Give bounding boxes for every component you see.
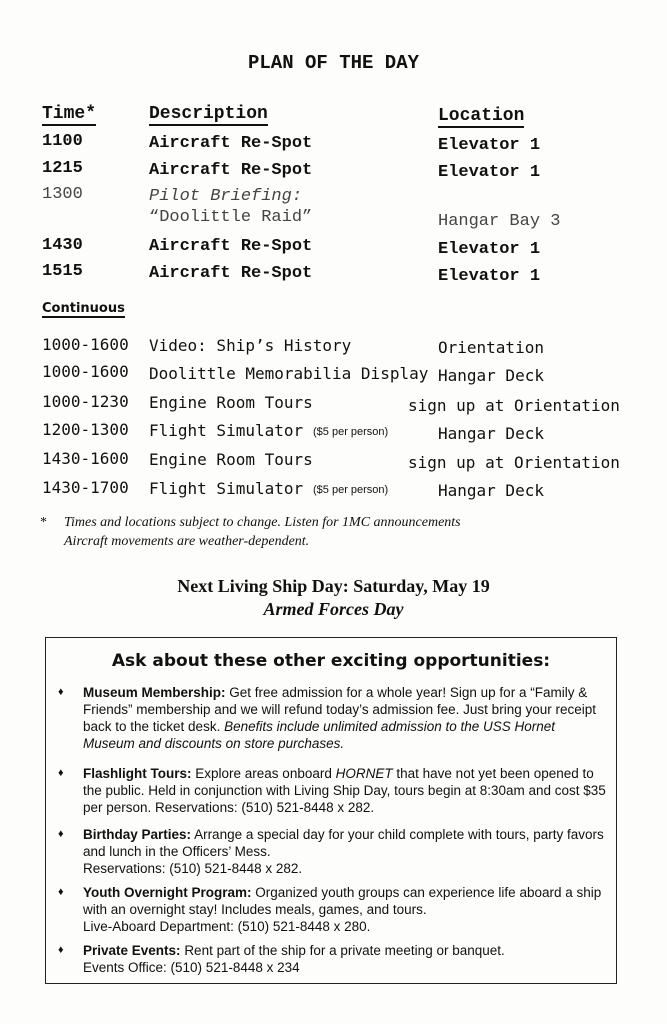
- footnote-line: Aircraft movements are weather-dependent.: [64, 534, 310, 549]
- opportunity-label: Private Events:: [83, 943, 181, 958]
- description-column-header: Description: [149, 104, 268, 124]
- schedule-location: Elevator 1: [438, 267, 541, 286]
- continuous-time: 1000-1230: [42, 392, 129, 411]
- continuous-location: Hangar Deck: [438, 424, 544, 443]
- opportunity-text: Explore areas onboard: [195, 766, 332, 781]
- schedule-location: Hangar Bay 3: [438, 212, 561, 231]
- diamond-bullet-icon: ♦: [58, 944, 64, 956]
- opportunity-label: Flashlight Tours:: [83, 766, 192, 781]
- continuous-description: Flight Simulator: [149, 479, 304, 498]
- opportunities-box: [45, 637, 617, 984]
- opportunity-text: Get free admission for a whole year! Sign up for a “Family & Friends” membership and we will refund today’s admission fee. Just bring your receipt back to the ticket desk.: [83, 685, 596, 734]
- schedule-description: Aircraft Re-Spot: [149, 161, 313, 180]
- diamond-bullet-icon: ♦: [58, 767, 64, 779]
- opportunity-contact: Events Office: (510) 521-8448 x 234: [83, 960, 300, 975]
- schedule-time: 1515: [42, 262, 83, 281]
- opportunity-label: Museum Membership:: [83, 685, 226, 700]
- page-title: PLAN OF THE DAY: [247, 52, 420, 74]
- next-event: [0, 575, 667, 621]
- diamond-bullet-icon: ♦: [58, 828, 64, 840]
- continuous-location: sign up at Orientation: [408, 453, 620, 472]
- opportunity-item: [58, 765, 606, 816]
- diamond-bullet-icon: ♦: [58, 886, 64, 898]
- next-event-date: Next Living Ship Day: Saturday, May 19: [177, 576, 490, 596]
- schedule-location: Elevator 1: [438, 136, 541, 155]
- opportunity-text: Organized youth groups can experience life aboard a ship with an overnight stay! Includes meals, games, and tours.: [83, 885, 602, 917]
- schedule-time: 1100: [42, 132, 83, 151]
- opportunity-emphasis: HORNET: [335, 766, 393, 781]
- opportunities-title: Ask about these other exciting opportunities:: [111, 651, 551, 671]
- footnote-marker: *: [40, 515, 47, 530]
- opportunity-item: [58, 684, 606, 752]
- opportunity-item: [58, 826, 606, 877]
- location-column-header: Location: [438, 106, 525, 126]
- schedule-time: 1430: [42, 236, 83, 255]
- schedule-description-subtitle: “Doolittle Raid”: [149, 208, 313, 227]
- continuous-heading: Continuous: [42, 301, 125, 316]
- continuous-time: 1430-1600: [42, 449, 129, 468]
- opportunity-label: Birthday Parties:: [83, 827, 192, 842]
- time-column-header: Time*: [42, 104, 97, 124]
- opportunity-text: Arrange a special day for your child complete with tours, party favors and lunch in the Officers’ Mess.: [83, 827, 604, 859]
- diamond-bullet-icon: ♦: [58, 686, 64, 698]
- continuous-description: Doolittle Memorabilia Display: [149, 364, 429, 383]
- continuous-location: Orientation: [438, 338, 544, 357]
- schedule-description: Pilot Briefing:: [149, 187, 303, 206]
- schedule-description: Aircraft Re-Spot: [149, 237, 313, 256]
- opportunity-text: Rent part of the ship for a private meeting or banquet.: [184, 943, 505, 958]
- continuous-time: 1430-1700: [42, 478, 129, 497]
- continuous-location: Hangar Deck: [438, 366, 544, 385]
- opportunity-item: [58, 942, 606, 976]
- continuous-time: 1000-1600: [42, 362, 129, 381]
- schedule-description: Aircraft Re-Spot: [149, 264, 313, 283]
- continuous-time: 1200-1300: [42, 420, 129, 439]
- price-note: ($5 per person): [313, 426, 389, 438]
- footnote-line: Times and locations subject to change. Listen for 1MC announcements: [64, 515, 461, 530]
- opportunity-contact: Reservations: (510) 521-8448 x 282.: [83, 861, 303, 876]
- continuous-location: sign up at Orientation: [408, 396, 620, 415]
- price-note: ($5 per person): [313, 484, 389, 496]
- opportunity-item: [58, 884, 606, 935]
- schedule-location: Elevator 1: [438, 163, 541, 182]
- next-event-name: Armed Forces Day: [263, 599, 404, 619]
- opportunity-label: Youth Overnight Program:: [83, 885, 252, 900]
- continuous-description: Video: Ship’s History: [149, 336, 352, 355]
- schedule-time: 1300: [42, 185, 83, 204]
- schedule-time: 1215: [42, 159, 83, 178]
- continuous-description: Flight Simulator: [149, 421, 304, 440]
- opportunity-italic-text: Benefits include unlimited admission to the USS Hornet Museum and discounts on store purchases.: [83, 719, 556, 751]
- continuous-description: Engine Room Tours: [149, 393, 313, 412]
- continuous-location: Hangar Deck: [438, 481, 544, 500]
- schedule-location: Elevator 1: [438, 240, 541, 259]
- continuous-description: Engine Room Tours: [149, 450, 313, 469]
- footnote: [40, 513, 600, 551]
- schedule-description: Aircraft Re-Spot: [149, 134, 313, 153]
- opportunity-text: that have not yet been opened to the public. Held in conjunction with Living Ship Day, tours begin at 8:30am and cost $35 per person. Reservations: (510) 521-8448 x 282.: [83, 766, 606, 815]
- opportunity-contact: Live-Aboard Department: (510) 521-8448 x 280.: [83, 919, 371, 934]
- continuous-time: 1000-1600: [42, 335, 129, 354]
